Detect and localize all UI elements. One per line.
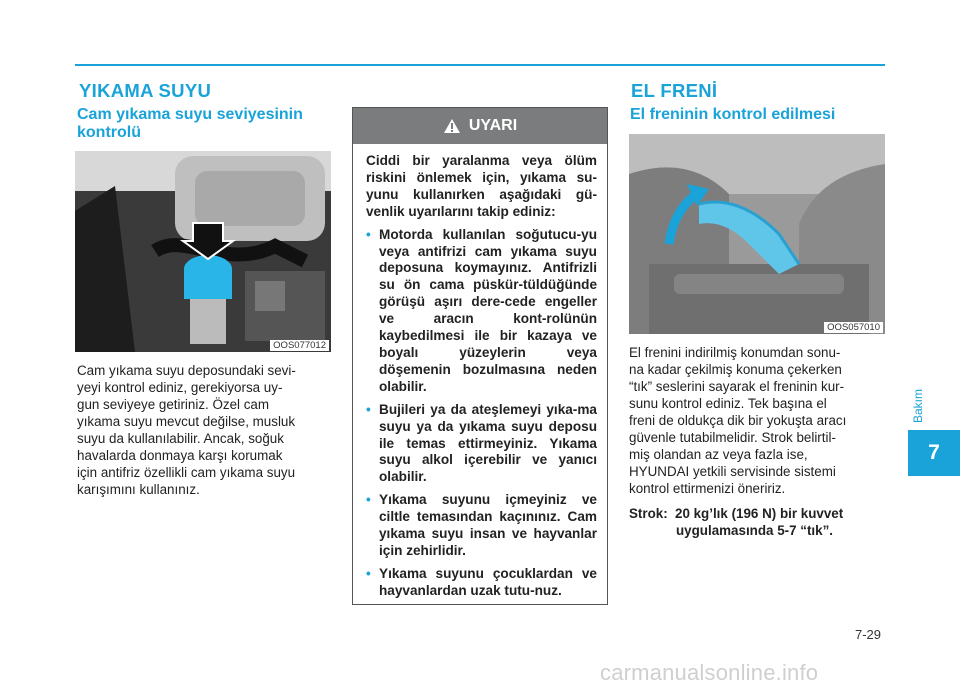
warning-list xyxy=(366,227,597,600)
body-line: karışımını kullanınız. xyxy=(77,482,200,497)
body-line: yıkama suyu mevcut değilse, musluk xyxy=(77,414,296,429)
body-line: Cam yıkama suyu deposundaki sevi- xyxy=(77,363,296,378)
subtitle-line: kontrolü xyxy=(77,124,141,141)
parking-brake-body xyxy=(629,344,885,497)
image-code: OOS057010 xyxy=(824,322,883,333)
warning-intro: Ciddi bir yaralanma veya ölüm riskini önlemek için, yıkama su-yunu kullanırken aşağıdaki gü-venlik uyarılarını takip ediniz: xyxy=(366,153,597,219)
body-line: na kadar çekilmiş konuma çekerken xyxy=(629,362,842,377)
chapter-label: Bakım xyxy=(911,389,925,424)
body-line: suyu da kullanılabilir. Ancak, soğuk xyxy=(77,431,284,446)
washer-reservoir-photo xyxy=(75,151,331,352)
body-line: havalarda donmaya karşı korumak xyxy=(77,448,283,463)
strok-label: Strok: xyxy=(629,506,668,521)
warning-item: • Yıkama suyunu içmeyiniz ve ciltle temasından kaçınınız. Cam yıkama suyu insan ve hayvanlar için zehirlidir. xyxy=(366,492,597,558)
subtitle-parking-brake: El freninin kontrol edilmesi xyxy=(630,106,836,123)
parking-brake-illustration xyxy=(629,134,885,334)
body-line: miş olandan az veya fazla ise, xyxy=(629,447,808,462)
chapter-tab: 7 xyxy=(908,430,960,476)
watermark: carmanualsonline.info xyxy=(600,660,819,685)
bullet-icon: • xyxy=(366,492,371,508)
warning-header xyxy=(353,108,607,144)
section-title-washer-fluid: YIKAMA SUYU xyxy=(79,80,212,101)
strok-value: 20 kg’lık (196 N) bir kuvvet xyxy=(675,506,844,521)
bullet-icon: • xyxy=(366,565,371,581)
body-line: sunu kontrol ediniz. Tek başına el xyxy=(629,396,827,411)
warning-body xyxy=(353,144,607,600)
bullet-icon: • xyxy=(366,401,371,417)
image-code: OOS077012 xyxy=(270,340,329,351)
subtitle-washer-fluid xyxy=(77,106,303,142)
bullet-icon: • xyxy=(366,226,371,242)
page-number: 7-29 xyxy=(855,627,882,642)
body-line: yeyi kontrol ediniz, gerekiyorsa uy- xyxy=(77,380,283,395)
washer-fluid-body xyxy=(77,362,333,498)
warning-title: UYARI xyxy=(468,117,518,134)
warning-triangle-icon xyxy=(443,118,461,134)
body-line: “tık” seslerini sayarak el freninin kur- xyxy=(629,379,845,394)
body-line: El frenini indirilmiş konumdan sonu- xyxy=(629,345,841,360)
warning-box xyxy=(352,107,608,605)
body-line: kontrol ettirmenizi öneririz. xyxy=(629,481,786,496)
strok-value-cont: uygulamasında 5-7 “tık”. xyxy=(676,523,834,538)
subtitle-line: Cam yıkama suyu seviyesinin xyxy=(77,106,303,123)
warning-item: • Bujileri ya da ateşlemeyi yıka-ma suyu ya da yıkama suyu deposu ile temas ettirmeyiniz. Yıkama suyu alkol içerebilir ve yanıcı olabilir. xyxy=(366,401,597,485)
section-title-parking-brake: EL FRENİ xyxy=(631,80,718,101)
body-line: güvenle tutabilmelidir. Strok belirtil- xyxy=(629,430,836,445)
strok-spec xyxy=(629,505,885,539)
body-line: freni de oldukça dik bir yokuşta aracı xyxy=(629,413,847,428)
body-line: için antifriz özellikli cam yıkama suyu xyxy=(77,465,296,480)
body-line: gun seviyeye getiriniz. Özel cam xyxy=(77,397,270,412)
body-line: HYUNDAI yetkili servisinde sistemi xyxy=(629,464,836,479)
top-rule xyxy=(75,64,885,66)
engine-bay-illustration xyxy=(75,151,331,352)
parking-brake-photo xyxy=(629,134,885,334)
warning-item: • Motorda kullanılan soğutucu-yu veya antifrizi cam yıkama suyu deposuna koymayınız. Antifrizli su ön cama püskür-tüldüğünde görüşü aşırı dere-cede engeller ve aracın kont-rolünün kaybedilmesi ile bir kazaya ve boyalı yüzeylerin veya döşemenin bozulmasına neden olabilir. xyxy=(366,226,597,394)
warning-item: • Yıkama suyunu çocuklardan ve hayvanlardan uzak tutu-nuz. xyxy=(366,565,597,598)
